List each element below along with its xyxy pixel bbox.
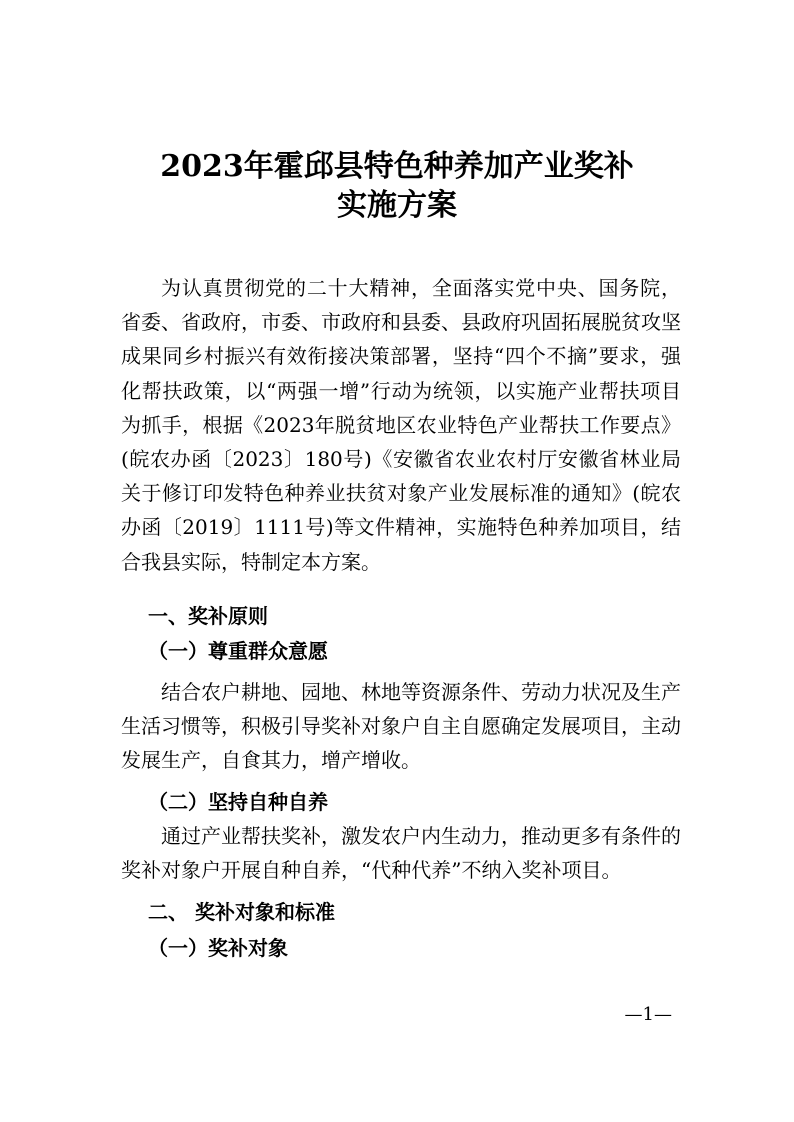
- document-title-line2: 实施方案: [337, 188, 457, 223]
- sub1-2-heading: （二）坚持自种自养: [148, 790, 328, 814]
- sub2-1-heading: （一）奖补对象: [148, 936, 288, 960]
- intro-paragraph: 为认真贯彻党的二十大精神，全面落实党中央、国务院， 省委、省政府，市委、市政府和县委、县政府巩固拓展脱贫攻坚成果同乡村振兴有效衔接决策部署，坚持“四个不摘”要求，强化帮扶政策，以“两强一增”行动为统领，以实施产业帮扶项目为抓手，根据《2023年脱贫地区农业特色产业帮扶工作要点》(皖农办函〔2023〕180号)《安徽省农业农村厅安徽省林业局关于修订印发特色种养业扶贫对象产业发展标准的通知》(皖农办函〔2019〕1111号)等文件精神，实施特色种养加项目，结合我县实际，特制定本方案。: [121, 276, 681, 574]
- sub1-1-paragraph-block: [121, 675, 681, 778]
- intro-paragraph-block: [121, 271, 681, 579]
- section1-heading: 一、奖补原则: [148, 604, 268, 628]
- sub1-2-paragraph-block: [121, 819, 681, 887]
- sub1-1-paragraph: 结合农户耕地、园地、林地等资源条件、劳动力状况及生产生活习惯等，积极引导奖补对象户自主自愿确定发展项目，主动发展生产，自食其力，增产增收。: [121, 680, 681, 773]
- document-title-line1: 2023年霍邱县特色种养加产业奖补: [160, 149, 634, 184]
- section2-heading: 二、 奖补对象和标准: [148, 900, 335, 924]
- sub1-1-heading: （一）尊重群众意愿: [148, 639, 328, 663]
- page-number: —1—: [624, 1004, 672, 1025]
- sub1-2-paragraph: 通过产业帮扶奖补，激发农户内生动力，推动更多有条件的奖补对象户开展自种自养，“代种代养”不纳入奖补项目。: [121, 824, 681, 883]
